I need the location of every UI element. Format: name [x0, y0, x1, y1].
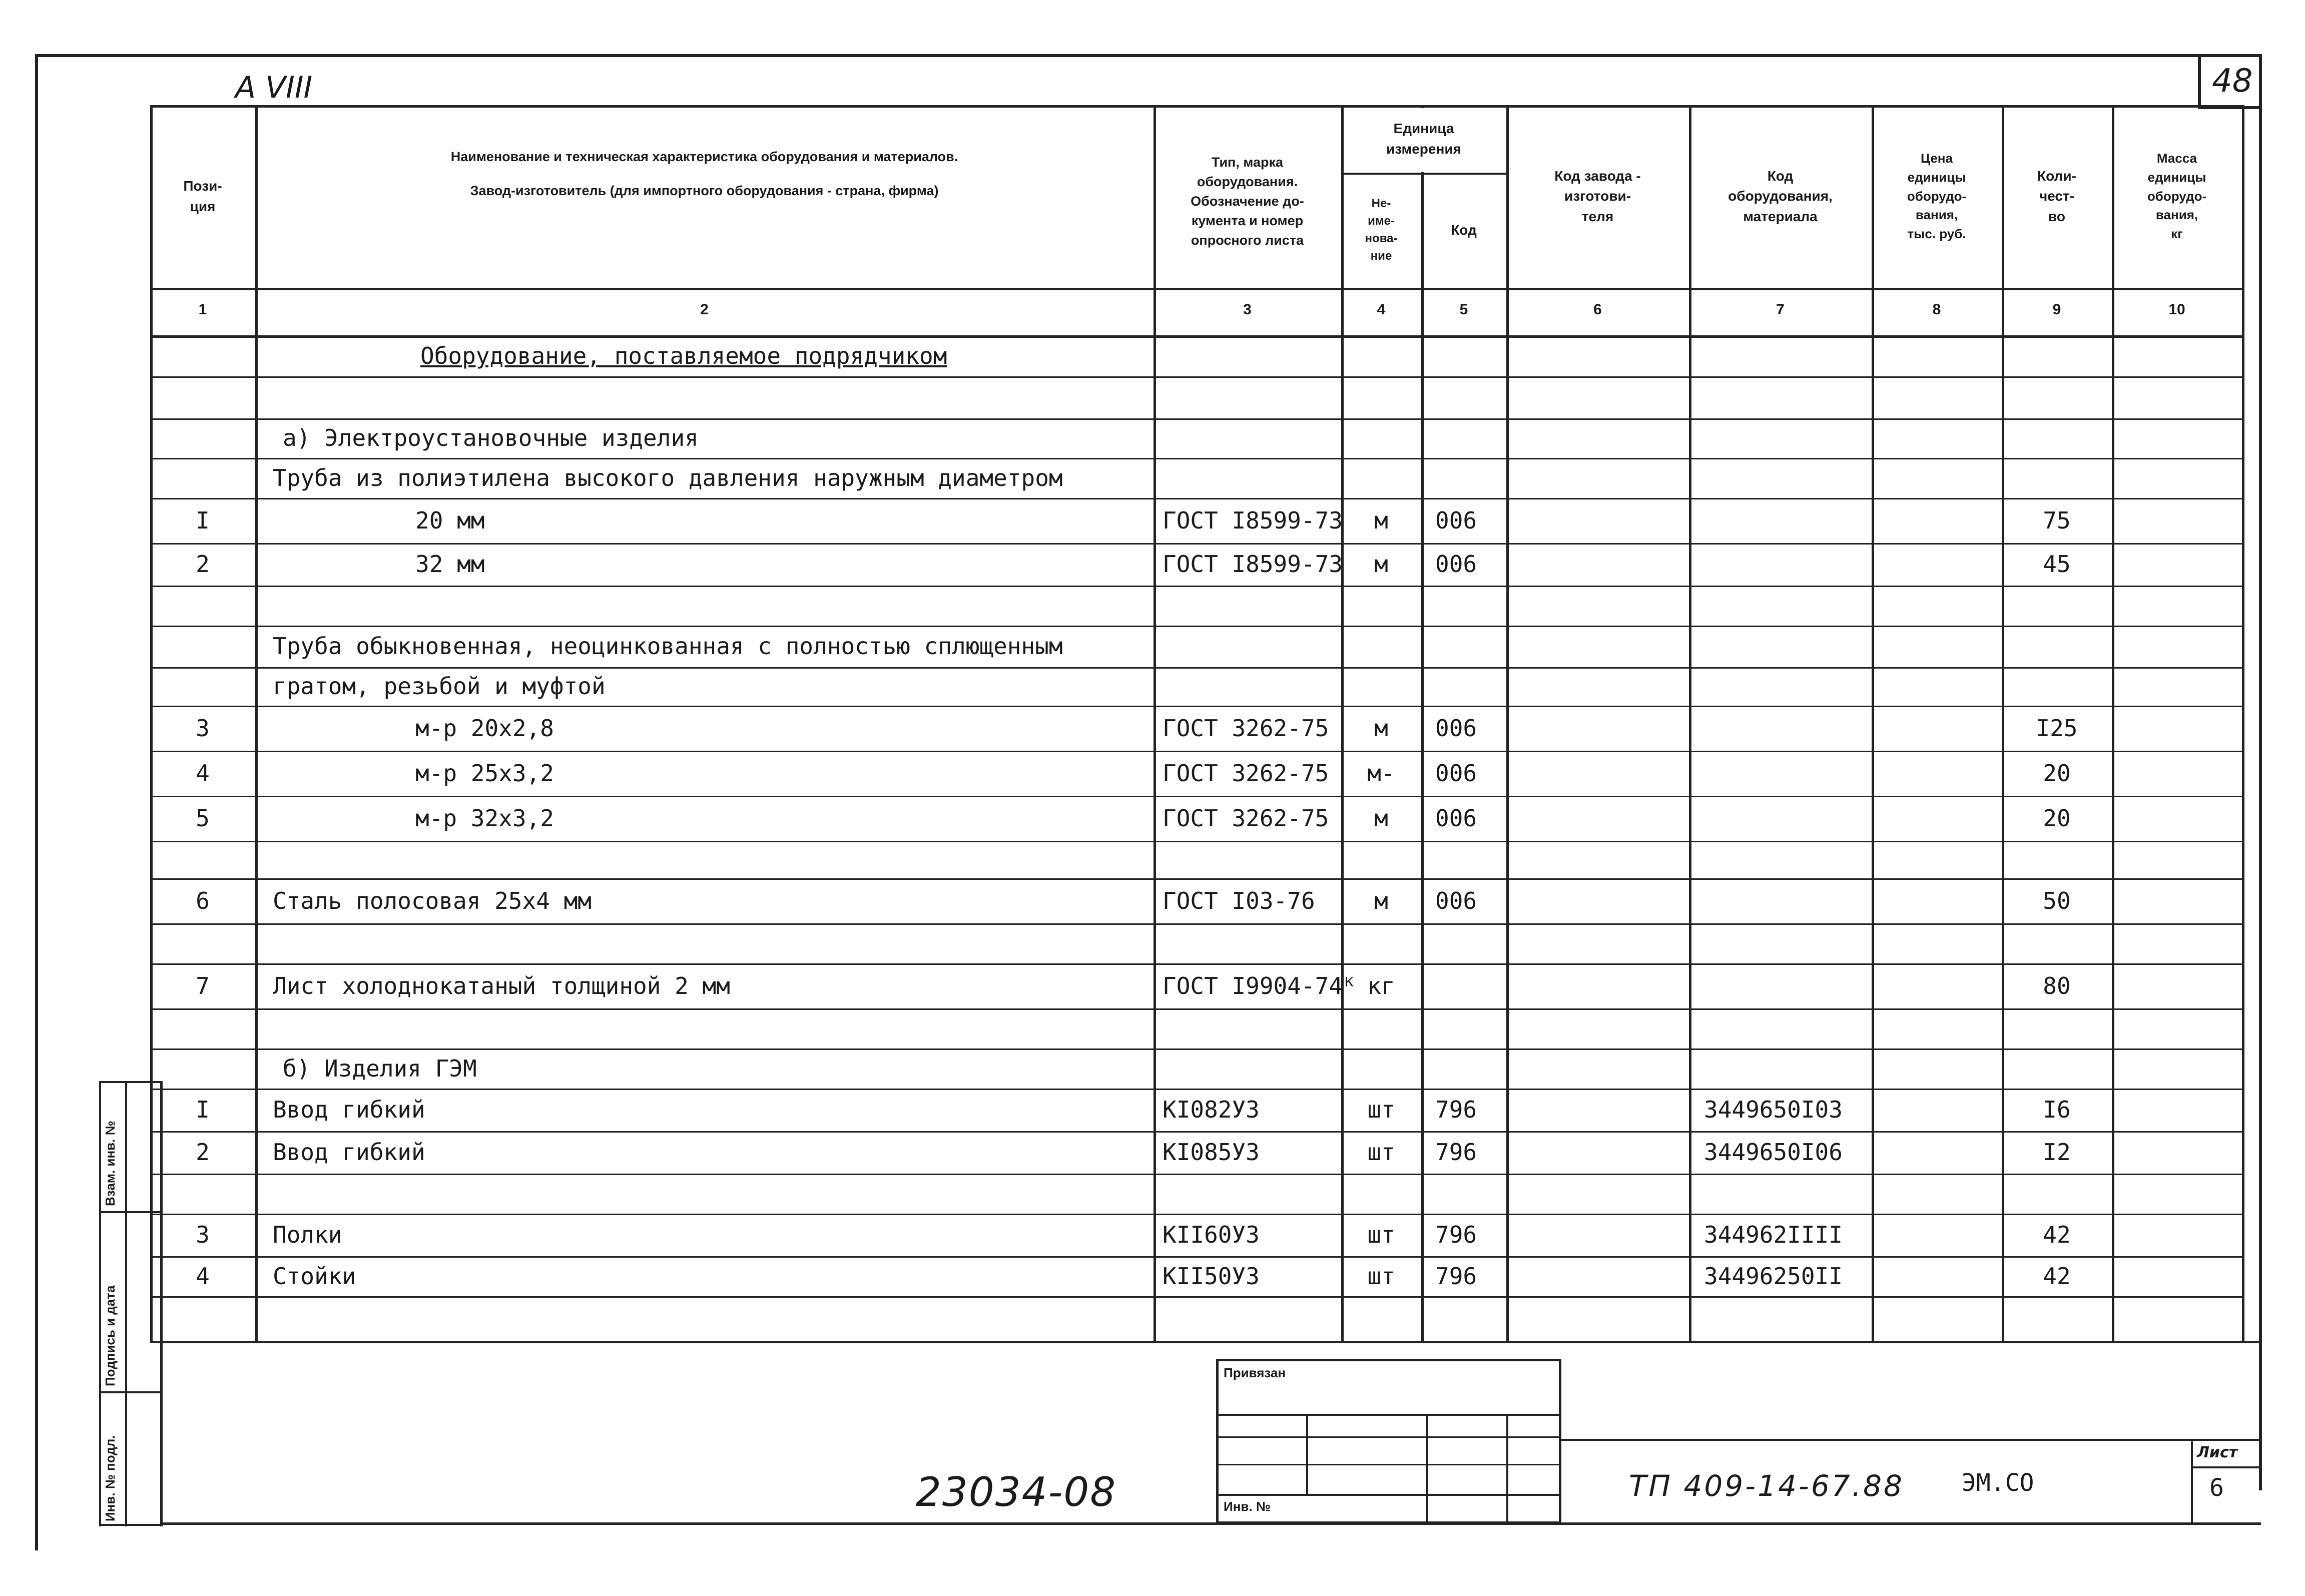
sheet-number: 6 [2209, 1474, 2224, 1502]
handwritten-number: 23034-08 [916, 1469, 1117, 1515]
cell-unit: м [1374, 551, 1388, 578]
column-number: 3 [1243, 301, 1252, 318]
header-unit-mass-line: Масса [2156, 151, 2197, 166]
cell-name: Труба из полиэтилена высокого давления наружным диаметром [273, 464, 1063, 491]
header-unit-name-line: ние [1370, 249, 1392, 263]
column-number: 7 [1776, 301, 1785, 318]
cell-unit: м- [1367, 760, 1395, 787]
cell-pos: 3 [196, 715, 210, 742]
sheet-corner-mark: A VIII [235, 70, 313, 105]
table-row [0, 1008, 2305, 1048]
header-equipment-code [1689, 105, 1872, 288]
header-position [150, 105, 255, 288]
header-type [1154, 115, 1341, 288]
table-row [0, 335, 2305, 376]
sheet-box-mid [2191, 1466, 2261, 1468]
cell-equip-code: 34496250II [1704, 1263, 1843, 1290]
cell-name: Стойки [273, 1263, 356, 1290]
cell-type: КII50У3 [1163, 1263, 1260, 1290]
cell-qty: 45 [2043, 551, 2071, 578]
cell-pos: I [196, 1096, 210, 1123]
header-type-line: Обозначение до- [1191, 193, 1304, 209]
cell-type: ГОСТ I9904-74ᴷ [1163, 972, 1357, 999]
inv-no-label: Инв. № [1224, 1499, 1271, 1514]
header-type-line: Тип, марка [1211, 154, 1284, 170]
cell-code: 006 [1435, 760, 1477, 787]
cell-code: 796 [1435, 1221, 1477, 1248]
cell-unit: кг [1367, 972, 1395, 999]
header-unit-price [1872, 105, 2002, 288]
privyazan-v1 [1306, 1414, 1308, 1494]
table-row [0, 1256, 2305, 1296]
cell-name: м-р 20х2,8 [415, 715, 554, 742]
header-type-line: оборудования. [1197, 174, 1298, 189]
table-row [0, 1131, 2305, 1174]
cell-type: ГОСТ 3262-75 [1163, 760, 1329, 787]
cell-pos: 3 [196, 1221, 210, 1248]
header-unit-group-line: Единица [1393, 120, 1454, 136]
cell-unit: шт [1367, 1139, 1395, 1166]
header-plant-code [1506, 105, 1689, 288]
cell-qty: I25 [2036, 715, 2078, 742]
cell-pos: 4 [196, 760, 210, 787]
cell-type: ГОСТ I8599-73 [1163, 507, 1343, 534]
cell-unit: м [1374, 507, 1388, 534]
cell-type: ГОСТ 3262-75 [1163, 805, 1329, 832]
cell-name: м-р 32х3,2 [415, 805, 554, 832]
header-unit-mass-line: кг [2171, 226, 2183, 242]
side-stamp-label-vzam: Взам. инв. № [103, 1121, 118, 1206]
table-row [0, 418, 2305, 458]
sheet-label: Лист [2197, 1444, 2238, 1461]
cell-code: 796 [1435, 1139, 1477, 1166]
column-number: 2 [700, 301, 709, 318]
cell-code: 796 [1435, 1096, 1477, 1123]
cell-code: 796 [1435, 1263, 1477, 1290]
cell-equip-code: 3449650I06 [1704, 1139, 1843, 1166]
cell-unit: шт [1367, 1221, 1395, 1248]
cell-unit: шт [1367, 1096, 1395, 1123]
privyazan-v3 [1506, 1414, 1508, 1524]
cell-code: 006 [1435, 551, 1477, 578]
cell-type: КI082У3 [1163, 1096, 1260, 1123]
table-row [0, 543, 2305, 586]
cell-qty: 80 [2043, 972, 2071, 999]
cell-name: Полки [273, 1221, 342, 1248]
side-stamp-div1 [99, 1211, 161, 1213]
header-unit-group [1341, 105, 1506, 173]
table-row [0, 458, 2305, 498]
column-number: 6 [1593, 301, 1602, 318]
header-equipment-code-line: материала [1743, 208, 1818, 224]
cell-name: Лист холоднокатаный толщиной 2 мм [273, 972, 730, 999]
table-row [0, 878, 2305, 923]
header-unit-name-line: нова- [1365, 232, 1398, 245]
cell-type: КI085У3 [1163, 1139, 1260, 1166]
cell-pos: 6 [196, 887, 210, 914]
cell-equip-code: 344962IIII [1704, 1221, 1843, 1248]
side-stamp-bottom [99, 1524, 161, 1526]
header-position-line: ция [190, 198, 216, 214]
cell-qty: 20 [2043, 805, 2071, 832]
header-unit-mass [2112, 105, 2242, 288]
cell-name: а) Электроустановочные изделия [283, 424, 699, 451]
bottom-area-line [160, 1341, 2261, 1343]
cell-qty: 20 [2043, 760, 2071, 787]
cell-pos: 4 [196, 1263, 210, 1290]
cell-equip-code: 3449650I03 [1704, 1096, 1843, 1123]
column-number: 9 [2052, 301, 2061, 318]
cell-code: 006 [1435, 887, 1477, 914]
cell-name: Труба обыкновенная, неоцинкованная с полностью сплющенным [273, 633, 1063, 660]
table-row [0, 586, 2305, 626]
side-stamp-right-border [160, 1081, 163, 1526]
table-row [0, 1214, 2305, 1256]
table-row [0, 1089, 2305, 1131]
table-row [0, 498, 2305, 543]
header-equipment-code-line: оборудования, [1728, 188, 1833, 204]
cell-pos: 2 [196, 551, 210, 578]
table-row [0, 751, 2305, 796]
header-unit-mass-line: вания, [2155, 207, 2198, 223]
header-position-line: Пози- [183, 178, 222, 194]
cell-name: м-р 25х3,2 [415, 760, 554, 787]
cell-code: 006 [1435, 507, 1477, 534]
table-row [0, 1296, 2305, 1341]
cell-name: Оборудование, поставляемое подрядчиком [420, 342, 947, 369]
header-unit-name-line: име- [1368, 214, 1395, 228]
cell-qty: 42 [2043, 1263, 2071, 1290]
sheet-box-left [2191, 1441, 2193, 1524]
header-type-line: кумента и номер [1191, 213, 1304, 229]
privyazan-h1 [1216, 1414, 1561, 1416]
side-stamp-top [99, 1081, 161, 1083]
privyazan-label: Привязан [1224, 1365, 1286, 1380]
cell-unit: м [1374, 715, 1388, 742]
header-unit-mass-line: оборудо- [2147, 188, 2207, 204]
table-row [0, 923, 2305, 963]
header-unit-mass-line: единицы [2147, 169, 2206, 185]
header-quantity-line: чест- [2039, 188, 2075, 204]
header-unit-price-line: оборудо- [1907, 188, 1967, 204]
table-row [0, 841, 2305, 878]
header-unit-name [1341, 173, 1421, 288]
cell-name: 32 мм [415, 551, 485, 578]
header-unit-price-line: единицы [1907, 169, 1966, 185]
header-unit-price-line: вания, [1915, 207, 1958, 223]
cell-qty: 50 [2043, 887, 2071, 914]
cell-type: КII60У3 [1163, 1221, 1260, 1248]
cell-name: Сталь полосовая 25х4 мм [273, 887, 592, 914]
header-quantity-line: во [2048, 208, 2065, 224]
cell-type: ГОСТ I8599-73 [1163, 551, 1343, 578]
header-unit-group-line: измерения [1386, 141, 1461, 157]
header-quantity [2002, 105, 2112, 288]
cell-unit: шт [1367, 1263, 1395, 1290]
column-number: 1 [198, 301, 207, 318]
cell-name: 20 мм [415, 507, 485, 534]
top-page-number: 48 [2212, 63, 2253, 100]
header-plant-code-line: теля [1581, 208, 1614, 224]
header-bottom-border [150, 288, 2244, 290]
document-mark: ЭМ.СО [1962, 1469, 2034, 1497]
document-code: ТП 409-14-67.88 [1629, 1469, 1904, 1503]
column-number: 4 [1377, 301, 1386, 318]
header-unit-name-line: Не- [1371, 197, 1391, 211]
header-name [255, 140, 1154, 208]
header-type-line: опросного листа [1191, 233, 1304, 248]
table-row [0, 796, 2305, 841]
table-row [0, 667, 2305, 706]
cell-name: Ввод гибкий [273, 1139, 425, 1166]
cell-name: Ввод гибкий [273, 1096, 425, 1123]
column-number: 8 [1932, 301, 1941, 318]
cell-code: 006 [1435, 715, 1477, 742]
header-unit-price-line: тыс. руб. [1907, 226, 1966, 242]
column-number: 10 [2168, 301, 2185, 318]
header-quantity-line: Коли- [2037, 168, 2076, 184]
cell-qty: I6 [2043, 1096, 2071, 1123]
header-unit-price-line: Цена [1921, 151, 1953, 166]
privyazan-h3 [1216, 1464, 1561, 1465]
cell-unit: м [1374, 805, 1388, 832]
cell-code: 006 [1435, 805, 1477, 832]
header-plant-code-line: изготови- [1564, 188, 1631, 204]
cell-pos: 2 [196, 1139, 210, 1166]
table-row [0, 376, 2305, 418]
header-name-line: Наименование и техническая характеристика оборудования и материалов. [450, 149, 958, 164]
cell-unit: м [1374, 887, 1388, 914]
table-row [0, 963, 2305, 1008]
cell-name: гратом, резьбой и муфтой [273, 673, 606, 700]
column-number: 5 [1459, 301, 1468, 318]
table-row [0, 1048, 2305, 1089]
table-row [0, 1174, 2305, 1214]
cell-qty: 42 [2043, 1221, 2071, 1248]
title-block-top [1560, 1439, 2261, 1441]
bottom-frame-line [160, 1522, 2261, 1525]
cell-type: ГОСТ I03-76 [1163, 887, 1315, 914]
table-row [0, 626, 2305, 667]
side-stamp-label-inv: Инв. № подл. [103, 1435, 118, 1521]
cell-pos: 5 [196, 805, 210, 832]
cell-type: ГОСТ 3262-75 [1163, 715, 1329, 742]
table-row [0, 706, 2305, 751]
cell-qty: 75 [2043, 507, 2071, 534]
side-stamp-label-podpis: Подпись и дата [103, 1285, 118, 1386]
side-stamp-mid-border [125, 1081, 127, 1526]
header-name-line: Завод-изготовитель (для импортного оборудования - страна, фирма) [470, 183, 939, 198]
side-stamp-div2 [99, 1391, 161, 1393]
cell-name: б) Изделия ГЭМ [283, 1055, 477, 1082]
cell-pos: 7 [196, 972, 210, 999]
cell-qty: I2 [2043, 1139, 2071, 1166]
side-stamp-left-border [99, 1081, 101, 1526]
header-unit-code: Код [1451, 222, 1477, 238]
header-equipment-code-line: Код [1767, 168, 1794, 184]
privyazan-v2 [1426, 1414, 1428, 1524]
header-plant-code-line: Код завода - [1554, 168, 1641, 184]
cell-pos: I [196, 507, 210, 534]
privyazan-h2 [1216, 1436, 1561, 1438]
privyazan-h4 [1216, 1494, 1561, 1496]
